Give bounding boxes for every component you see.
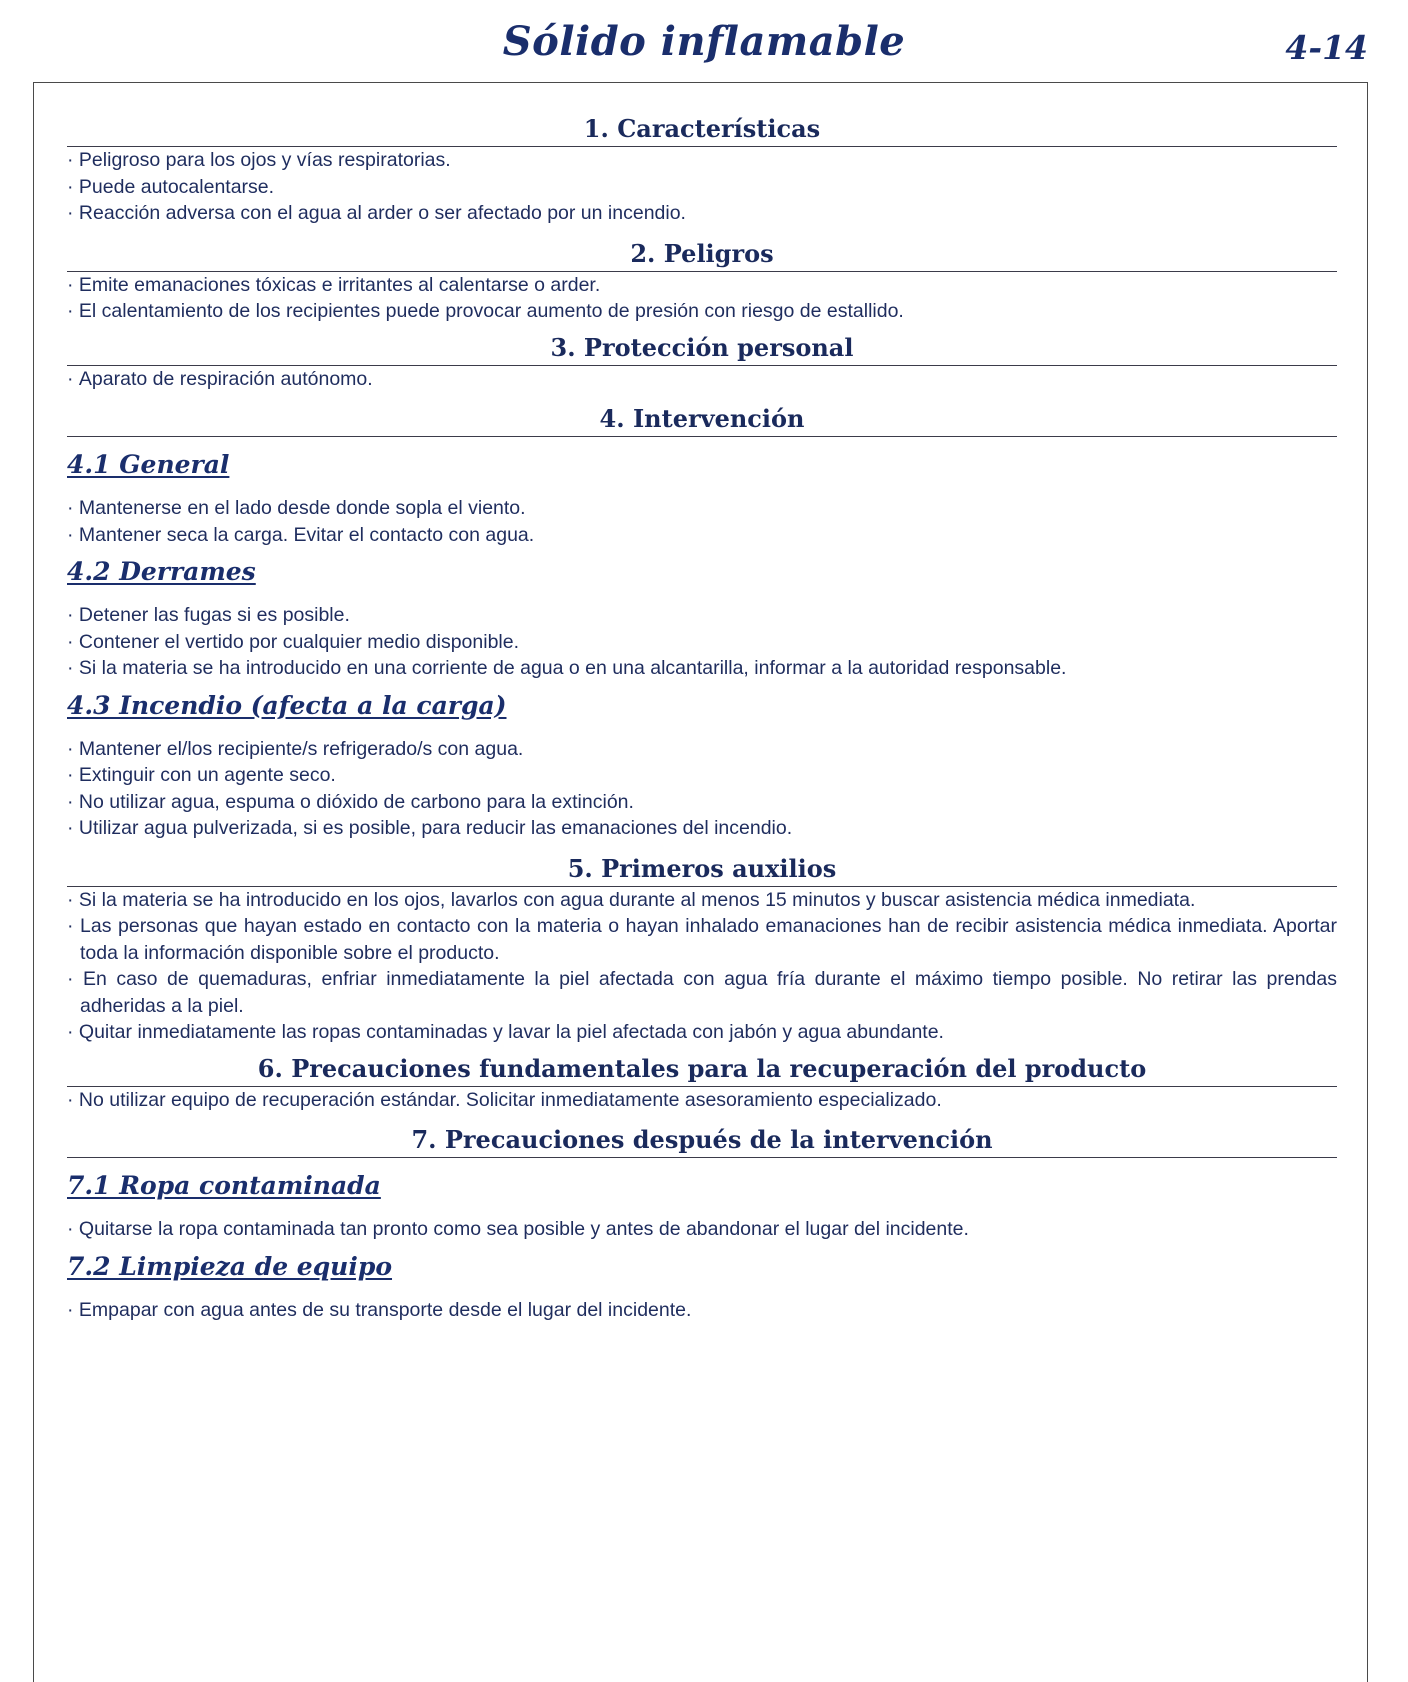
list-item: · Reacción adversa con el agua al arder o ser afectado por un incendio.	[67, 200, 1337, 227]
list-item: · Contener el vertido por cualquier medio disponible.	[67, 629, 1337, 656]
list-item: · Extinguir con un agente seco.	[67, 762, 1337, 789]
bullet-list	[67, 147, 1337, 227]
list-item: · Las personas que hayan estado en contacto con la materia o hayan inhalado emanaciones han de recibir asistencia médica inmediata. Aportar toda la información disponible sobre el producto.	[67, 913, 1337, 966]
bullet-list	[67, 1087, 1337, 1114]
bullet-list	[67, 495, 1337, 548]
subsection-heading: 4.3 Incendio (afecta a la carga)	[67, 690, 507, 720]
section-precauciones-recuperacion	[67, 1054, 1337, 1114]
list-item: · No utilizar equipo de recuperación estándar. Solicitar inmediatamente asesoramiento especializado.	[67, 1087, 1337, 1114]
list-item: · Aparato de respiración autónomo.	[67, 366, 1337, 393]
page-number: 4-14	[1285, 28, 1368, 67]
section-heading: 7. Precauciones después de la intervención	[67, 1125, 1337, 1158]
list-item: · No utilizar agua, espuma o dióxido de carbono para la extinción.	[67, 789, 1337, 816]
list-item: · Emite emanaciones tóxicas e irritantes al calentarse o arder.	[67, 272, 1337, 299]
bullet-list	[67, 736, 1337, 842]
section-heading: 1. Características	[67, 114, 1337, 147]
list-item: · Si la materia se ha introducido en una corriente de agua o en una alcantarilla, informar a la autoridad responsable.	[67, 655, 1337, 682]
subsection-heading: 4.2 Derrames	[67, 557, 256, 586]
section-precauciones-despues	[67, 1125, 1337, 1323]
subsection-heading: 4.1 General	[67, 450, 230, 479]
list-item: · El calentamiento de los recipientes puede provocar aumento de presión con riesgo de estallido.	[67, 298, 1337, 325]
bullet-list	[67, 1216, 1337, 1243]
list-item: · Utilizar agua pulverizada, si es posible, para reducir las emanaciones del incendio.	[67, 815, 1337, 842]
bullet-list	[67, 366, 1337, 393]
section-proteccion-personal	[67, 333, 1337, 393]
list-item: · Peligroso para los ojos y vías respiratorias.	[67, 147, 1337, 174]
bullet-list	[67, 272, 1337, 325]
list-item: · Si la materia se ha introducido en los ojos, lavarlos con agua durante al menos 15 minutos y buscar asistencia médica inmediata.	[67, 887, 1337, 914]
section-caracteristicas	[67, 114, 1337, 227]
list-item: · Quitarse la ropa contaminada tan pronto como sea posible y antes de abandonar el lugar del incidente.	[67, 1216, 1337, 1243]
section-intervencion	[67, 404, 1337, 842]
list-item: · Quitar inmediatamente las ropas contaminadas y lavar la piel afectada con jabón y agua abundante.	[67, 1019, 1337, 1046]
list-item: · Empapar con agua antes de su transporte desde el lugar del incidente.	[67, 1297, 1337, 1324]
bullet-list	[67, 602, 1337, 682]
section-peligros	[67, 239, 1337, 325]
list-item: · Mantener el/los recipiente/s refrigerado/s con agua.	[67, 736, 1337, 763]
section-heading: 4. Intervención	[67, 404, 1337, 437]
list-item: · Detener las fugas si es posible.	[67, 602, 1337, 629]
list-item: · Puede autocalentarse.	[67, 174, 1337, 201]
list-item: · Mantener seca la carga. Evitar el contacto con agua.	[67, 522, 1337, 549]
section-heading: 6. Precauciones fundamentales para la recuperación del producto	[67, 1054, 1337, 1087]
bullet-list	[67, 887, 1337, 1046]
subsection-heading: 7.2 Limpieza de equipo	[67, 1251, 393, 1281]
section-primeros-auxilios	[67, 854, 1337, 1046]
section-heading: 2. Peligros	[67, 239, 1337, 272]
bullet-list	[67, 1297, 1337, 1324]
section-heading: 5. Primeros auxilios	[67, 854, 1337, 887]
document-body	[67, 114, 1337, 1323]
page-title: Sólido inflamable	[502, 18, 906, 65]
list-item: · En caso de quemaduras, enfriar inmediatamente la piel afectada con agua fría durante el máximo tiempo posible. No retirar las prendas adheridas a la piel.	[67, 966, 1337, 1019]
section-heading: 3. Protección personal	[67, 333, 1337, 366]
subsection-heading: 7.1 Ropa contaminada	[67, 1171, 381, 1200]
list-item: · Mantenerse en el lado desde donde sopla el viento.	[67, 495, 1337, 522]
